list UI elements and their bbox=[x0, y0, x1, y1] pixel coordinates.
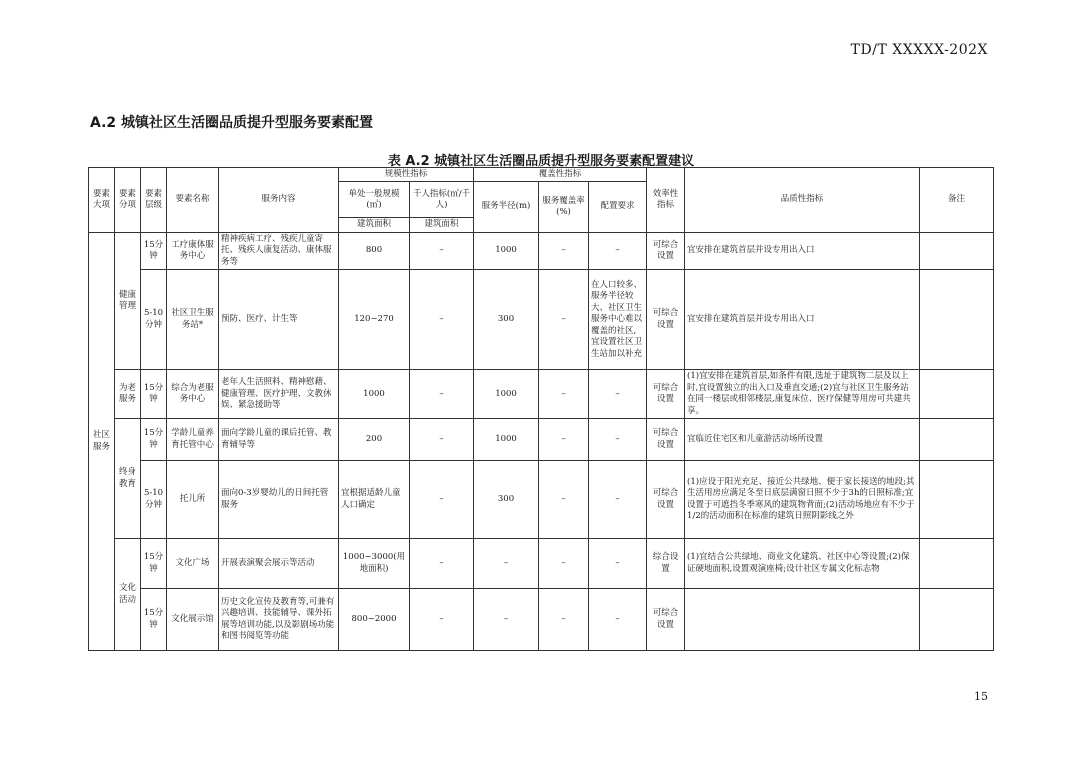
header-row-1 bbox=[89, 168, 994, 182]
cell-radius: 300 bbox=[474, 270, 539, 370]
cell-radius: 300 bbox=[474, 461, 539, 539]
cell-quality: 宜安排在建筑首层并设专用出入口 bbox=[685, 232, 920, 269]
header-building-area-2: 建筑面积 bbox=[410, 218, 474, 232]
cell-remarks bbox=[920, 419, 994, 461]
header-level: 要素层级 bbox=[141, 168, 167, 233]
table-row bbox=[89, 461, 994, 539]
table-row bbox=[89, 370, 994, 419]
group-culture: 文化活动 bbox=[115, 539, 141, 651]
cell-content: 老年人生活照料、精神慰藉、健康管理、医疗护理、文教休娱、紧急援助等 bbox=[219, 370, 339, 419]
header-remarks: 备注 bbox=[920, 168, 994, 233]
cell-config-req: – bbox=[589, 539, 647, 589]
cell-efficiency: 可综合设置 bbox=[647, 232, 685, 269]
cell-level: 15分钟 bbox=[141, 419, 167, 461]
cell-efficiency: 可综合设置 bbox=[647, 589, 685, 651]
cell-general-scale: 800 bbox=[339, 232, 410, 269]
cell-content: 历史文化宣传及教育等,可兼有兴趣培训、技能辅导、课外拓展等培训功能,以及影剧场功能和图书阅览等功能 bbox=[219, 589, 339, 651]
service-element-table bbox=[88, 167, 994, 651]
cell-config-req: – bbox=[589, 232, 647, 269]
cell-quality bbox=[685, 589, 920, 651]
cell-radius: 1000 bbox=[474, 232, 539, 269]
cell-general-scale: 800~2000 bbox=[339, 589, 410, 651]
table-row bbox=[89, 539, 994, 589]
cell-coverage-rate: – bbox=[539, 370, 589, 419]
cell-config-req: – bbox=[589, 461, 647, 539]
cell-per-thousand: – bbox=[410, 419, 474, 461]
cell-general-scale: 200 bbox=[339, 419, 410, 461]
header-subcategory: 要素分项 bbox=[115, 168, 141, 233]
header-config-req: 配置要求 bbox=[589, 182, 647, 232]
table-row bbox=[89, 419, 994, 461]
page-number: 15 bbox=[974, 690, 988, 703]
cell-remarks bbox=[920, 589, 994, 651]
table-caption: 表 A.2 城镇社区生活圈品质提升型服务要素配置建议 bbox=[387, 154, 695, 169]
cell-name: 工疗康体服务中心 bbox=[167, 232, 219, 269]
table-row bbox=[89, 589, 994, 651]
table-row bbox=[89, 270, 994, 370]
cell-config-req: 在人口较多、服务半径较大、社区卫生服务中心难以覆盖的社区,宜设置社区卫生站加以补充 bbox=[589, 270, 647, 370]
cell-radius: – bbox=[474, 589, 539, 651]
cell-per-thousand: – bbox=[410, 270, 474, 370]
cell-per-thousand: – bbox=[410, 589, 474, 651]
header-quality: 品质性指标 bbox=[685, 168, 920, 233]
header-category: 要素大项 bbox=[89, 168, 115, 233]
cell-level: 5-10分钟 bbox=[141, 461, 167, 539]
group-elderly: 为老服务 bbox=[115, 370, 141, 419]
group-community-service: 社区服务 bbox=[89, 232, 115, 650]
cell-remarks bbox=[920, 232, 994, 269]
cell-per-thousand: – bbox=[410, 539, 474, 589]
cell-coverage-rate: – bbox=[539, 270, 589, 370]
header-per-thousand: 千人指标(㎡/千人) bbox=[410, 182, 474, 218]
cell-per-thousand: – bbox=[410, 232, 474, 269]
cell-name: 托儿所 bbox=[167, 461, 219, 539]
cell-coverage-rate: – bbox=[539, 589, 589, 651]
cell-level: 15分钟 bbox=[141, 370, 167, 419]
cell-efficiency: 可综合设置 bbox=[647, 270, 685, 370]
cell-name: 文化广场 bbox=[167, 539, 219, 589]
cell-general-scale: 宜根据适龄儿童人口确定 bbox=[339, 461, 410, 539]
cell-content: 预防、医疗、计生等 bbox=[219, 270, 339, 370]
cell-quality: (1)应设于阳光充足、接近公共绿地、便于家长接送的地段;其生活用房应满足冬至日底层满窗日照不少于3h的日照标准;宜设置于可遮挡冬季寒风的建筑物背面;(2)活动场地应有不少于1/2的活动面积在标准的建筑日照阴影线之外 bbox=[685, 461, 920, 539]
cell-efficiency: 综合设置 bbox=[647, 539, 685, 589]
cell-coverage-rate: – bbox=[539, 232, 589, 269]
header-coverage: 覆盖性指标 bbox=[474, 168, 647, 182]
section-heading: A.2 城镇社区生活圈品质提升型服务要素配置 bbox=[90, 115, 374, 131]
header-coverage-rate: 服务覆盖率(%) bbox=[539, 182, 589, 232]
cell-quality: 宜临近住宅区和儿童游活动场所设置 bbox=[685, 419, 920, 461]
cell-radius: 1000 bbox=[474, 419, 539, 461]
group-health: 健康管理 bbox=[115, 232, 141, 369]
header-content: 服务内容 bbox=[219, 168, 339, 233]
cell-general-scale: 1000 bbox=[339, 370, 410, 419]
cell-quality: 宜安排在建筑首层并设专用出入口 bbox=[685, 270, 920, 370]
cell-quality: (1)宜结合公共绿地、商业文化建筑、社区中心等设置;(2)保证硬地面积,设置观演座椅;设计社区专属文化标志物 bbox=[685, 539, 920, 589]
cell-quality: (1)宜安排在建筑首层,如条件有限,选址于建筑物二层及以上时,宜设置独立的出入口及垂直交通;(2)宜与社区卫生服务站在同一楼层或相邻楼层,康复床位、医疗保健等用房可共建共享。 bbox=[685, 370, 920, 419]
cell-config-req: – bbox=[589, 419, 647, 461]
cell-name: 综合为老服务中心 bbox=[167, 370, 219, 419]
cell-efficiency: 可综合设置 bbox=[647, 461, 685, 539]
cell-level: 15分钟 bbox=[141, 589, 167, 651]
cell-name: 社区卫生服务站* bbox=[167, 270, 219, 370]
group-lifelong-education: 终身教育 bbox=[115, 419, 141, 539]
cell-coverage-rate: – bbox=[539, 539, 589, 589]
cell-per-thousand: – bbox=[410, 461, 474, 539]
header-general-scale: 单处一般规模(㎡) bbox=[339, 182, 410, 218]
cell-level: 15分钟 bbox=[141, 539, 167, 589]
header-efficiency: 效率性指标 bbox=[647, 168, 685, 233]
cell-coverage-rate: – bbox=[539, 461, 589, 539]
cell-content: 开展表演聚会展示等活动 bbox=[219, 539, 339, 589]
document-code: TD/T XXXXX-202X bbox=[850, 42, 988, 58]
table-row bbox=[89, 232, 994, 269]
cell-content: 面向学龄儿童的课后托管、教育辅导等 bbox=[219, 419, 339, 461]
cell-remarks bbox=[920, 461, 994, 539]
cell-coverage-rate: – bbox=[539, 419, 589, 461]
header-radius: 服务半径(m) bbox=[474, 182, 539, 232]
cell-efficiency: 可综合设置 bbox=[647, 419, 685, 461]
cell-general-scale: 120~270 bbox=[339, 270, 410, 370]
cell-remarks bbox=[920, 539, 994, 589]
cell-radius: 1000 bbox=[474, 370, 539, 419]
cell-remarks bbox=[920, 370, 994, 419]
cell-radius: – bbox=[474, 539, 539, 589]
cell-name: 学龄儿童养育托管中心 bbox=[167, 419, 219, 461]
cell-config-req: – bbox=[589, 589, 647, 651]
cell-content: 面向0-3岁婴幼儿的日间托管服务 bbox=[219, 461, 339, 539]
cell-level: 15分钟 bbox=[141, 232, 167, 269]
cell-level: 5-10分钟 bbox=[141, 270, 167, 370]
cell-per-thousand: – bbox=[410, 370, 474, 419]
cell-content: 精神疾病工疗、残疾儿童寄托、残疾人康复活动、康体服务等 bbox=[219, 232, 339, 269]
header-regulatory: 规模性指标 bbox=[339, 168, 474, 182]
cell-name: 文化展示馆 bbox=[167, 589, 219, 651]
cell-config-req: – bbox=[589, 370, 647, 419]
header-name: 要素名称 bbox=[167, 168, 219, 233]
cell-general-scale: 1000~3000(用地面积) bbox=[339, 539, 410, 589]
cell-remarks bbox=[920, 270, 994, 370]
cell-efficiency: 可综合设置 bbox=[647, 370, 685, 419]
header-building-area: 建筑面积 bbox=[339, 218, 410, 232]
